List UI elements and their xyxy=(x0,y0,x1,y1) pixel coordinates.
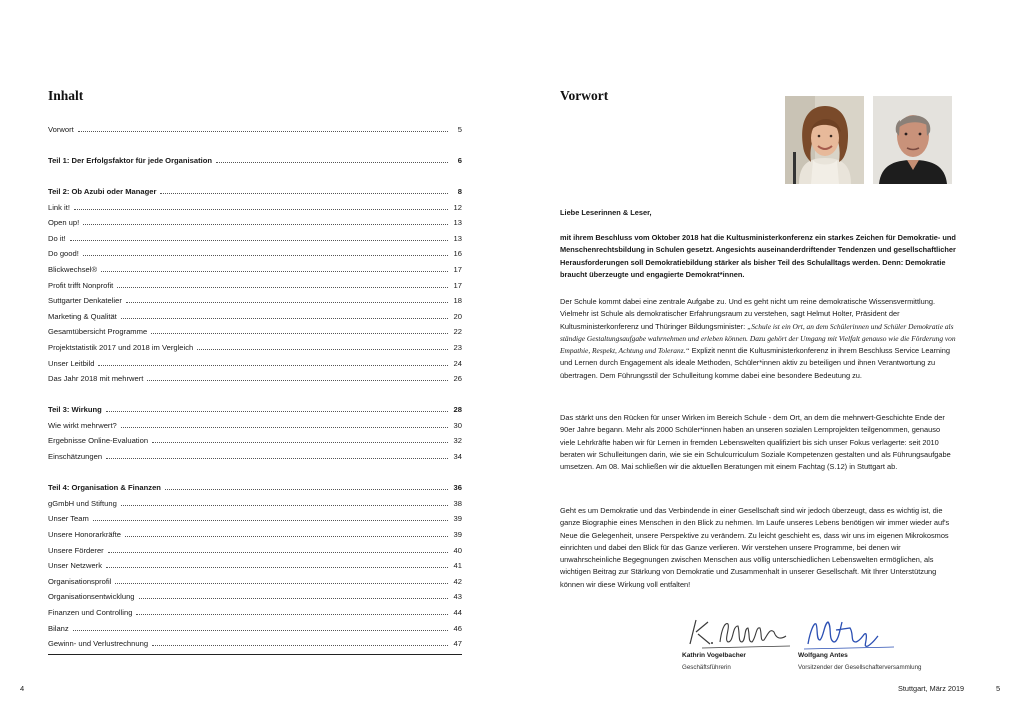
toc-dot-leader xyxy=(115,583,448,584)
toc-dot-leader xyxy=(93,520,448,521)
toc-row[interactable] xyxy=(48,492,462,508)
toc-entry-page: 17 xyxy=(453,280,462,290)
toc-row[interactable] xyxy=(48,321,462,337)
toc-dot-leader xyxy=(73,630,448,631)
toc-dot-leader xyxy=(121,427,448,428)
toc-spacer xyxy=(48,165,462,181)
toc-entry-page: 30 xyxy=(453,420,462,430)
toc-row[interactable] xyxy=(48,633,462,649)
toc-section-row[interactable] xyxy=(48,477,462,493)
toc-row[interactable] xyxy=(48,445,462,461)
body-paragraph-1 xyxy=(560,296,956,382)
toc-entry-page: 16 xyxy=(453,249,462,259)
toc-row[interactable] xyxy=(48,555,462,571)
toc-entry-title: Bilanz xyxy=(48,623,69,633)
body-paragraph-3: Geht es um Demokratie und das Verbindende in einer Gesellschaft sind wir jedoch überzeugt, dass es wichtig ist, die ganze Biographie eines Menschen in den Blick zu nehmen. Im Laufe unseres Lebens benötigen wir immer wieder auf's Neue die Gelegenheit, unsere Perspektive zu verändern. Zu leicht geschieht es, dass wir uns im eigenen Mikrokosmos einrichten und dabei den Blick für das Ganze verlieren. Wir verstehen unsere Programme, bei denen wir unwahrscheinliche Begegnungen zwischen Menschen aus völlig unterschiedlichen Lebenswelten ermöglichen, als wichtigen Beitrag zur Stärkung von Demokratie und Zusammenhalt in unserer Gesellschaft. Mit Ihrer Unterstützung können wir diese Wirkung voll entfalten! xyxy=(560,506,950,589)
signature-antes xyxy=(798,612,908,652)
toc-entry-page: 38 xyxy=(453,498,462,508)
signatory-role-1: Geschäftsführerin xyxy=(682,664,731,671)
toc-row[interactable] xyxy=(48,305,462,321)
toc-entry-page: 18 xyxy=(453,296,462,306)
toc-entry-title: Organisationsentwicklung xyxy=(48,592,135,602)
intro-paragraph: mit ihrem Beschluss vom Oktober 2018 hat die Kultusministerkonferenz ein starkes Zeichen für Demokratie- und Menschenrechtsbildung in Schulen gesetzt. Angesichts auseinanderdriftender Tendenzen und gesellschaftlicher Herausforderungen soll Demokratiebildung stärker als bisher Teil des Schulalltags werden. Denn: Demokratie braucht überzeugte und engagierte Demokrat*innen. xyxy=(560,233,956,279)
toc-entry-title: Gewinn- und Verlustrechnung xyxy=(48,639,149,649)
toc-entry-title: Do it! xyxy=(48,233,66,243)
toc-dot-leader xyxy=(74,209,448,210)
toc-dot-leader xyxy=(83,224,448,225)
toc-entry-page: 47 xyxy=(453,639,462,649)
toc-entry-page: 43 xyxy=(453,592,462,602)
toc-section-row[interactable] xyxy=(48,149,462,165)
salutation: Liebe Leserinnen & Leser, xyxy=(560,208,652,217)
toc-row[interactable] xyxy=(48,617,462,633)
toc-row[interactable] xyxy=(48,336,462,352)
toc-dot-leader xyxy=(165,489,448,490)
toc-row[interactable] xyxy=(48,523,462,539)
signatory-name-2: Wolfgang Antes xyxy=(798,652,848,659)
portrait-photo-woman xyxy=(785,96,864,184)
holter-quote: „Schule ist ein Ort, an dem Schülerinnen und Schüler Demokratie als ständige Gestaltungsaufgabe wahrnehmen und erleben können. Dazu gehört der Umgang mit Vielfalt genauso wie die Förderung von Empathie, Respekt, Achtung und Toleranz.“ xyxy=(560,321,956,356)
toc-entry-page: 46 xyxy=(453,623,462,633)
toc-entry-title: Marketing & Qualität xyxy=(48,311,117,321)
toc-row[interactable] xyxy=(48,274,462,290)
toc-dot-leader xyxy=(101,271,448,272)
toc-entry-page: 8 xyxy=(457,186,462,196)
portrait-photo-man xyxy=(873,96,952,184)
paragraph-1-start: Der Schule kommt dabei eine zentrale Aufgabe zu. Und es geht nicht um reine demokratische Wissensvermittlung. Vielmehr ist Schule als demokratischer Erfahrungsraum zu verstehen, sagt Helmut Holter, Präsident der Kultusministerkonferenz und Thüringer Bildungsminister: xyxy=(560,297,936,331)
place-date: Stuttgart, März 2019 xyxy=(898,684,965,693)
toc-entry-title: Wie wirkt mehrwert? xyxy=(48,420,117,430)
toc-entry-title: Unsere Honorarkräfte xyxy=(48,530,122,540)
toc-entry-page: 22 xyxy=(453,327,462,337)
toc-entry-title: Projektstatistik 2017 und 2018 im Vergleich xyxy=(48,342,194,352)
toc-entry-title: Unser Team xyxy=(48,514,89,524)
toc-dot-leader xyxy=(70,240,448,241)
toc-entry-page: 32 xyxy=(453,436,462,446)
toc-section-row[interactable] xyxy=(48,399,462,415)
toc-dot-leader xyxy=(139,598,448,599)
toc-dot-leader xyxy=(152,442,448,443)
toc-entry-title: Link it! xyxy=(48,202,70,212)
toc-entry-title: gGmbH und Stiftung xyxy=(48,498,117,508)
toc-row[interactable] xyxy=(48,430,462,446)
toc-dot-leader xyxy=(106,458,448,459)
signatory-name-1: Kathrin Vogelbacher xyxy=(682,652,746,659)
toc-spacer xyxy=(48,134,462,150)
toc-dot-leader xyxy=(106,567,448,568)
toc-entry-title: Organisationsprofil xyxy=(48,576,112,586)
toc-entry-title: Ergebnisse Online-Evaluation xyxy=(48,436,149,446)
toc-entry-page: 12 xyxy=(453,202,462,212)
page-number-left: 4 xyxy=(20,684,25,693)
toc-entry-title: Suttgarter Denkatelier xyxy=(48,296,122,306)
signatory-role-2: Vorsitzender der Gesellschafterversammlung xyxy=(798,664,922,671)
toc-bottom-rule xyxy=(48,654,462,662)
body-paragraph-2: Das stärkt uns den Rücken für unser Wirken im Bereich Schule - dem Ort, an dem die mehrwert-Geschichte Ende der 90er Jahre begann. Mehr als 2000 Schüler*innen haben an unseren sozialen Lernprojekten teilgenommen, genauso viele Lehrkräfte haben wir für Lernen in fremden Lebenswelten qualifiziert bis sich unser Fokus verlagerte: seit 2010 beraten wir Schulleitungen darin, wie sie ein Schulcurriculum Soziale Kompetenzen gestalten und als Führungsaufgabe umsetzen. Am 08. Mai schließen wir die aktuellen Beratungen mit einem Fachtag (S.12) in Stuttgart ab. xyxy=(560,413,951,472)
toc-entry-page: 6 xyxy=(457,155,462,165)
toc-entry-page: 20 xyxy=(453,311,462,321)
paragraph-1-end: Explizit nennt die Kultusministerkonferenz in ihrem Beschluss Service Learning und Lernen durch Engagement als ideale Methoden, Schüler*innen aktiv zu beteiligen und ihnen Verantwortung zu übertragen. Dem Führungsstil der Schulleitung komme dabei eine besondere Bedeutung zu. xyxy=(560,346,950,380)
toc-dot-leader xyxy=(117,287,448,288)
toc-row[interactable] xyxy=(48,368,462,384)
toc-entry-title: Teil 2: Ob Azubi oder Manager xyxy=(48,186,157,196)
toc-row[interactable] xyxy=(48,352,462,368)
toc-dot-leader xyxy=(106,411,448,412)
toc-row[interactable] xyxy=(48,227,462,243)
toc-dot-leader xyxy=(147,380,448,381)
right-page xyxy=(512,0,1024,724)
foreword-heading: Vorwort xyxy=(560,88,609,103)
signature-vogelbacher xyxy=(682,612,792,652)
toc-section-row[interactable] xyxy=(48,180,462,196)
toc-entry-title: Profit trifft Nonprofit xyxy=(48,280,114,290)
toc-entry-title: Do good! xyxy=(48,249,79,259)
table-of-contents xyxy=(48,118,462,662)
toc-dot-leader xyxy=(125,536,448,537)
toc-row[interactable] xyxy=(48,243,462,259)
toc-entry-page: 36 xyxy=(453,483,462,493)
page-number-right: 5 xyxy=(996,684,1001,693)
toc-entry-page: 26 xyxy=(453,374,462,384)
toc-entry-page: 34 xyxy=(453,452,462,462)
toc-spacer xyxy=(48,383,462,399)
toc-entry-page: 41 xyxy=(453,561,462,571)
toc-dot-leader xyxy=(83,255,448,256)
toc-row[interactable] xyxy=(48,508,462,524)
toc-spacer xyxy=(48,461,462,477)
toc-dot-leader xyxy=(108,552,448,553)
toc-entry-title: Teil 1: Der Erfolgsfaktor für jede Organisation xyxy=(48,155,212,165)
toc-dot-leader xyxy=(216,162,448,163)
toc-entry-title: Teil 4: Organisation & Finanzen xyxy=(48,483,161,493)
toc-entry-title: Teil 3: Wirkung xyxy=(48,405,102,415)
toc-entry-page: 13 xyxy=(453,218,462,228)
toc-row[interactable] xyxy=(48,414,462,430)
toc-entry-title: Unser Netzwerk xyxy=(48,561,103,571)
toc-entry-page: 17 xyxy=(453,264,462,274)
toc-entry-page: 44 xyxy=(453,608,462,617)
toc-row[interactable] xyxy=(48,601,462,617)
toc-entry-page: 28 xyxy=(453,405,462,415)
toc-row[interactable] xyxy=(48,212,462,228)
toc-entry-page: 42 xyxy=(453,576,462,586)
toc-entry-page: 39 xyxy=(453,514,462,524)
toc-dot-leader xyxy=(160,193,448,194)
toc-dot-leader xyxy=(78,131,448,132)
toc-dot-leader xyxy=(197,349,448,350)
toc-heading: Inhalt xyxy=(48,88,84,103)
toc-entry-title: Einschätzungen xyxy=(48,452,103,462)
toc-dot-leader xyxy=(126,302,448,303)
toc-entry-page: 23 xyxy=(453,342,462,352)
toc-row[interactable] xyxy=(48,258,462,274)
toc-dot-leader xyxy=(136,614,448,615)
toc-dot-leader xyxy=(98,365,448,366)
toc-dot-leader xyxy=(121,505,448,506)
toc-entry-title: Gesamtübersicht Programme xyxy=(48,327,148,337)
toc-entry-title: Open up! xyxy=(48,218,80,228)
toc-entry-page: 40 xyxy=(453,545,462,555)
toc-row[interactable] xyxy=(48,196,462,212)
toc-entry-title: Das Jahr 2018 mit mehrwert xyxy=(48,374,144,384)
toc-entry-page: 13 xyxy=(453,233,462,243)
toc-entry-title: Finanzen und Controlling xyxy=(48,608,133,617)
toc-row[interactable] xyxy=(48,118,462,134)
toc-row[interactable] xyxy=(48,586,462,602)
toc-row[interactable] xyxy=(48,539,462,555)
toc-entry-title: Vorwort xyxy=(48,124,74,134)
toc-dot-leader xyxy=(152,645,448,646)
toc-entry-title: Unsere Förderer xyxy=(48,545,104,555)
toc-entry-page: 24 xyxy=(453,358,462,368)
toc-row[interactable] xyxy=(48,570,462,586)
toc-entry-title: Unser Leitbild xyxy=(48,358,95,368)
toc-dot-leader xyxy=(121,318,448,319)
toc-dot-leader xyxy=(151,333,448,334)
toc-row[interactable] xyxy=(48,290,462,306)
toc-entry-page: 5 xyxy=(457,124,462,134)
toc-entry-page: 39 xyxy=(453,530,462,540)
toc-entry-title: Blickwechsel® xyxy=(48,264,98,274)
